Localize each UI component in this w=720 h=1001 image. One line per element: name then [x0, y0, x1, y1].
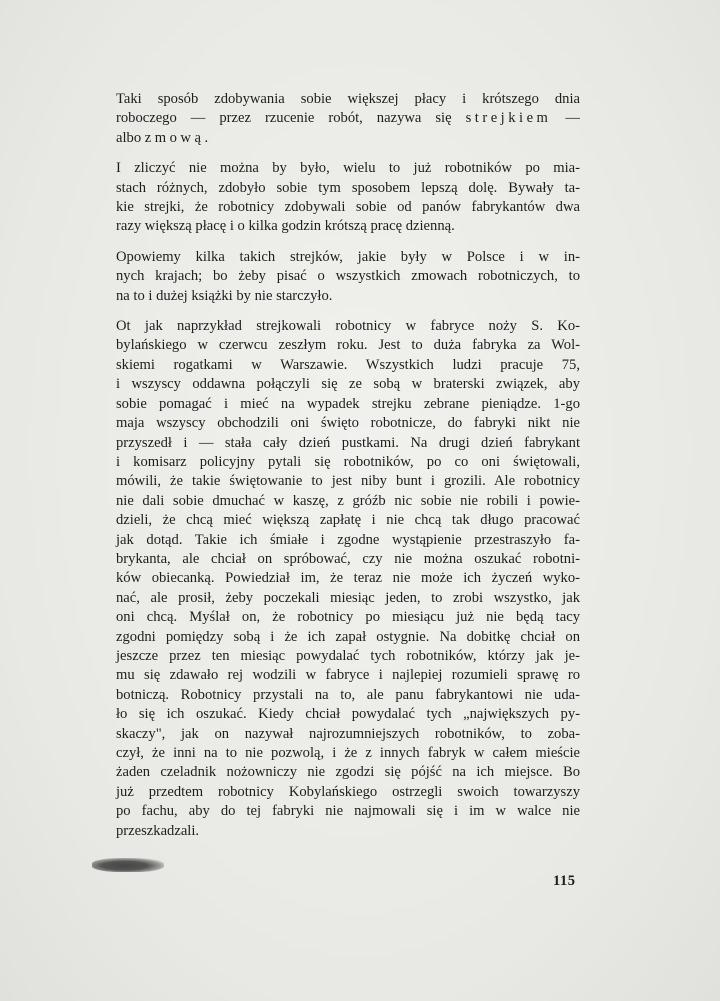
text-line: maja wszyscy obchodzili oni święto robotnicze, do fabryki nikt nie	[116, 415, 580, 432]
text-line: mówili, że takie świętowanie to jest niby bunt i grozili. Ale robotnicy	[116, 473, 580, 490]
paragraph-1	[116, 90, 580, 148]
text-line: nie dali sobie dmuchać w kaszę, z gróźb nic sobie nie robili i powie-	[116, 492, 580, 509]
text-line: kie strejki, że robotnicy zdobywali sobie od panów fabrykantów dwa	[116, 199, 580, 216]
page-number: 115	[553, 873, 576, 889]
text-line: ków obiecanką. Powiedział im, że teraz nie może ich życzeń wyko-	[116, 570, 580, 587]
text-line: jeszcze przez ten miesiąc powydalać tych robotników, którzy jak je-	[116, 647, 580, 664]
spaced-word-zmowa: zmową.	[144, 129, 212, 146]
text-fragment: albo	[116, 129, 142, 146]
text-line: na to i dużej książki by nie starczyło.	[116, 287, 333, 304]
text-fragment: —	[565, 110, 580, 127]
text-line: skaczy", jak on nazywał najrozumniejszych robotników, to zoba-	[116, 725, 580, 742]
text-line: Opowiemy kilka takich strejków, jakie były w Polsce i w in-	[116, 248, 580, 265]
text-line: mu się zdawało rej wodzili w fabryce i najlepiej rozumieli sprawę ro	[116, 667, 580, 684]
text-line: czył, że inni na to nie pozwolą, i że z innych fabryk w całem mieście	[116, 745, 580, 761]
text-line	[116, 129, 580, 148]
body-text	[116, 90, 580, 852]
text-line: zgodni pomiędzy sobą i że ich zapał ostygnie. Na dobitkę chciał on	[116, 628, 580, 645]
spaced-word-strejkiem: strejkiem	[465, 110, 552, 127]
text-line: I zliczyć nie można by było, wielu to już robotników po mia-	[116, 160, 580, 177]
text-line: przyszedł i — stała cały dzień pustkami. Na drugi dzień fabrykant	[116, 434, 580, 451]
text-line: botniczą. Robotnicy przystali na to, ale panu fabrykantowi nie uda-	[116, 686, 580, 703]
text-line: oni chcą. Myślał on, że robotnicy po miesiącu już nie będą tacy	[116, 609, 580, 626]
text-line: i wszyscy oddawna połączyli się ze sobą w braterski związek, aby	[116, 376, 580, 393]
text-line: skiemi rogatkami w Warszawie. Wszystkich ludzi pracuje 75,	[116, 356, 580, 373]
text-line: bylańskiego w czerwcu zeszłym roku. Jest to duża fabryka za Wol-	[116, 337, 580, 354]
text-line: jak dotąd. Takie ich śmiałe i zgodne wystąpienie przestraszyło fa-	[116, 531, 580, 548]
text-line: i komisarz policyjny pytali się robotników, po co oni świętowali,	[116, 453, 580, 470]
text-line: Taki sposób zdobywania sobie większej płacy i krótszego dnia	[116, 91, 580, 107]
text-line: Ot jak naprzykład strejkowali robotnicy w fabryce noży S. Ko-	[116, 318, 580, 335]
paragraph-2	[116, 159, 580, 237]
text-line: już przedtem robotnicy Kobylańskiego ostrzegli swoich towarzyszy	[116, 783, 580, 800]
paragraph-4	[116, 317, 580, 841]
paragraph-3	[116, 248, 580, 306]
text-line: przeszkadzali.	[116, 822, 200, 839]
text-line: nych krajach; bo żeby pisać o wszystkich zmowach robotniczych, to	[116, 268, 580, 285]
text-line	[116, 109, 580, 128]
text-line: żaden czeladnik nożowniczy nie zgodzi się pójść na ich miejsce. Bo	[116, 764, 580, 781]
text-line: dzieli, że chcą mieć większą zapłatę i nie chcą tak długo pracować	[116, 512, 580, 529]
text-line: razy większą płacę i o kilka godzin krótszą pracę dzienną.	[116, 218, 455, 235]
text-line: nać, ale prosił, żeby poczekali miesiąc jeden, to zrobi wszystko, jak	[116, 589, 580, 606]
text-line: brykanta, ale chciał on spróbować, czy nie można oszukać robotni-	[116, 550, 580, 567]
text-line: sobie pomagać i mieć na wypadek strejku zebrane pieniądze. 1-go	[116, 395, 580, 412]
text-fragment: roboczego — przez rzucenie robót, nazywa się	[116, 110, 452, 127]
text-line: po fachu, aby do tej fabryki nie najmowali się i im w walce nie	[116, 803, 580, 820]
text-line: ło się ich oszukać. Kiedy chciał powydalać tych „największych py-	[116, 706, 580, 723]
text-line: stach różnych, zdobyło sobie tym sposobem lepszą dolę. Bywały ta-	[116, 179, 580, 196]
ink-smudge	[92, 858, 164, 872]
